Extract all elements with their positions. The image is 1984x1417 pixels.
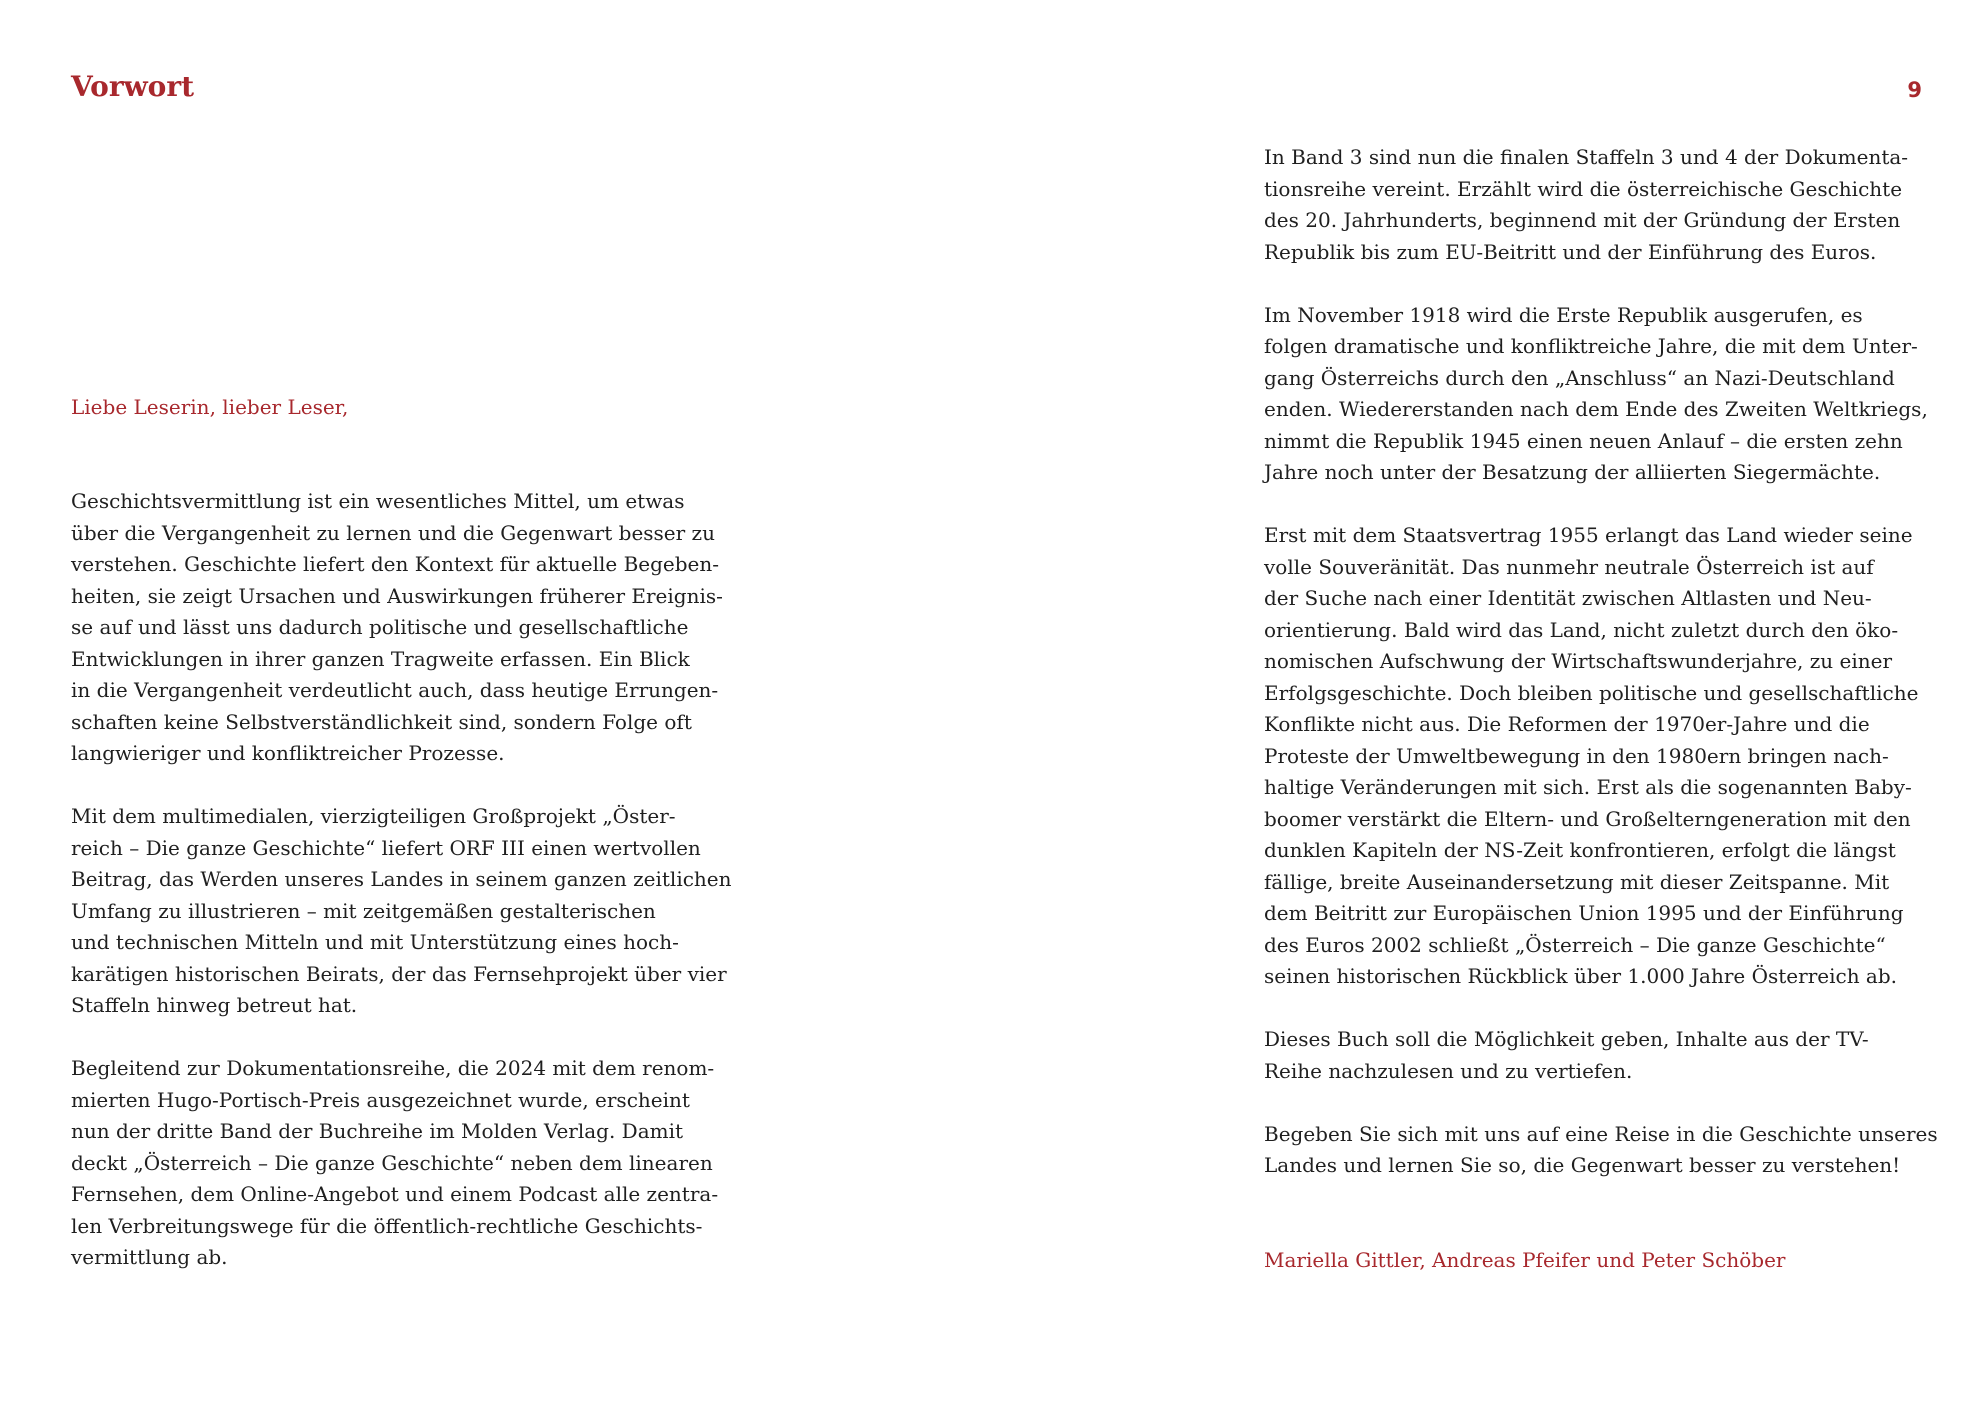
text-line: langwieriger und konfliktreicher Prozesse. bbox=[71, 741, 505, 765]
text-line: heiten, sie zeigt Ursachen und Auswirkungen früherer Ereignis- bbox=[71, 583, 723, 608]
right-column bbox=[1264, 142, 1938, 1308]
text-line: Konflikte nicht aus. Die Reformen der 1970er-Jahre und die bbox=[1264, 712, 1870, 736]
paragraph bbox=[1264, 1024, 1929, 1087]
text-line: volle Souveränität. Das nunmehr neutrale Österreich ist auf bbox=[1264, 554, 1874, 579]
page-title: Vorwort bbox=[71, 70, 195, 103]
text-line: schaften keine Selbstverständlichkeit sind, sondern Folge oft bbox=[71, 709, 692, 734]
text-line: tionsreihe vereint. Erzählt wird die österreichische Geschichte bbox=[1264, 176, 1903, 201]
text-line: enden. Wiedererstanden nach dem Ende des Zweiten Weltkriegs, bbox=[1264, 397, 1928, 421]
text-line: karätigen historischen Beirats, der das Fernsehprojekt über vier bbox=[71, 961, 727, 986]
text-line: des Euros 2002 schließt „Österreich – Die ganze Geschichte“ bbox=[1264, 932, 1886, 957]
text-line: Dieses Buch soll die Möglichkeit geben, Inhalte aus der TV- bbox=[1264, 1027, 1869, 1051]
text-line: Staffeln hinweg betreut hat. bbox=[71, 993, 358, 1017]
text-line: nimmt die Republik 1945 einen neuen Anlauf – die ersten zehn bbox=[1264, 428, 1903, 453]
text-line: Reihe nachzulesen und zu vertiefen. bbox=[1264, 1058, 1633, 1083]
text-line: Geschichtsvermittlung ist ein wesentliches Mittel, um etwas bbox=[71, 489, 685, 513]
paragraph bbox=[71, 801, 731, 1022]
text-line: Begleitend zur Dokumentationsreihe, die 2024 mit dem renom- bbox=[71, 1056, 715, 1080]
text-line: dem Beitritt zur Europäischen Union 1995 und der Einführung bbox=[1264, 901, 1904, 925]
text-line: Republik bis zum EU-Beitritt und der Einführung des Euros. bbox=[1264, 239, 1877, 264]
text-line: Erfolgsgeschichte. Doch bleiben politische und gesellschaftliche bbox=[1264, 680, 1919, 705]
paragraph bbox=[1264, 1119, 1938, 1182]
text-line: Jahre noch unter der Besatzung der alliierten Siegermächte. bbox=[1264, 460, 1881, 484]
text-line: boomer verstärkt die Eltern- und Großelterngeneration mit den bbox=[1264, 806, 1911, 831]
text-line: len Verbreitungswege für die öffentlich-rechtliche Geschichts- bbox=[71, 1213, 703, 1238]
signature: Mariella Gittler, Andreas Pfeifer und Peter Schöber bbox=[1264, 1247, 1786, 1272]
text-line: Umfang zu illustrieren – mit zeitgemäßen gestalterischen bbox=[71, 898, 656, 923]
text-line: seinen historischen Rückblick über 1.000 Jahre Österreich ab. bbox=[1264, 964, 1898, 988]
text-line: verstehen. Geschichte liefert den Kontext für aktuelle Begeben- bbox=[71, 552, 720, 576]
text-line: dunklen Kapiteln der NS-Zeit konfrontieren, erfolgt die längst bbox=[1264, 838, 1896, 862]
text-line: nun der dritte Band der Buchreihe im Molden Verlag. Damit bbox=[71, 1119, 684, 1143]
text-line: nomischen Aufschwung der Wirtschaftswunderjahre, zu einer bbox=[1264, 649, 1893, 673]
text-line: folgen dramatische und konfliktreiche Jahre, die mit dem Unter- bbox=[1264, 334, 1918, 358]
text-line: Erst mit dem Staatsvertrag 1955 erlangt das Land wieder seine bbox=[1264, 523, 1913, 547]
text-line: reich – Die ganze Geschichte“ liefert ORF III einen wertvollen bbox=[71, 835, 701, 860]
text-line: haltige Veränderungen mit sich. Erst als die sogenannten Baby- bbox=[1264, 775, 1912, 799]
paragraph bbox=[71, 486, 731, 770]
paragraph bbox=[1264, 142, 1929, 268]
text-line: se auf und lässt uns dadurch politische und gesellschaftliche bbox=[71, 615, 689, 639]
text-line: Fernsehen, dem Online-Angebot und einem Podcast alle zentra- bbox=[71, 1182, 719, 1206]
text-line: Begeben Sie sich mit uns auf eine Reise in die Geschichte unseres bbox=[1264, 1121, 1938, 1146]
text-line: mierten Hugo-Portisch-Preis ausgezeichnet wurde, erscheint bbox=[71, 1087, 690, 1112]
text-line: in die Vergangenheit verdeutlicht auch, dass heutige Errungen- bbox=[71, 678, 719, 702]
text-line: fällige, breite Auseinandersetzung mit dieser Zeitspanne. Mit bbox=[1264, 869, 1890, 894]
text-line: In Band 3 sind nun die finalen Staffeln 3 und 4 der Dokumenta- bbox=[1264, 145, 1909, 169]
text-line: Mit dem multimedialen, vierzigteiligen Großprojekt „Öster- bbox=[71, 804, 676, 828]
text-line: Im November 1918 wird die Erste Republik ausgerufen, es bbox=[1264, 302, 1863, 327]
left-column bbox=[71, 486, 731, 1305]
text-line: Proteste der Umweltbewegung in den 1980ern bringen nach- bbox=[1264, 743, 1889, 768]
text-line: deckt „Österreich – Die ganze Geschichte“ neben dem linearen bbox=[71, 1150, 713, 1175]
paragraph bbox=[1264, 520, 1929, 993]
salutation: Liebe Leserin, lieber Leser, bbox=[71, 395, 349, 419]
text-line: des 20. Jahrhunderts, beginnend mit der Gründung der Ersten bbox=[1264, 208, 1901, 232]
text-line: Entwicklungen in ihrer ganzen Tragweite erfassen. Ein Blick bbox=[71, 646, 690, 671]
text-line: und technischen Mitteln und mit Unterstützung eines hoch- bbox=[71, 930, 679, 954]
text-line: Beitrag, das Werden unseres Landes in seinem ganzen zeitlichen bbox=[71, 867, 732, 891]
text-line: orientierung. Bald wird das Land, nicht zuletzt durch den öko- bbox=[1264, 617, 1899, 642]
text-line: vermittlung ab. bbox=[71, 1245, 228, 1269]
paragraph bbox=[1264, 300, 1929, 489]
text-line: gang Österreichs durch den „Anschluss“ an Nazi-Deutschland bbox=[1264, 365, 1895, 390]
page-number: 9 bbox=[1907, 78, 1922, 102]
text-line: der Suche nach einer Identität zwischen Altlasten und Neu- bbox=[1264, 586, 1872, 610]
paragraph bbox=[71, 1053, 731, 1274]
text-line: über die Vergangenheit zu lernen und die Gegenwart besser zu bbox=[71, 520, 715, 545]
text-line: Landes und lernen Sie so, die Gegenwart besser zu verstehen! bbox=[1264, 1153, 1901, 1177]
